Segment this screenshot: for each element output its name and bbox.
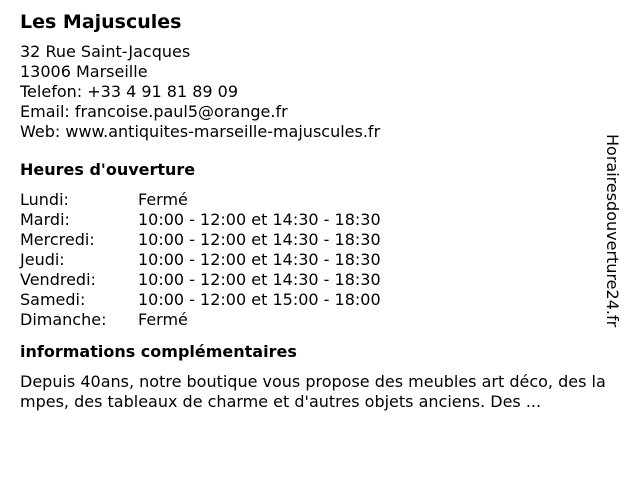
hours-time: 10:00 - 12:00 et 15:00 - 18:00	[138, 290, 381, 309]
hours-row-sunday	[20, 310, 610, 330]
hours-time: 10:00 - 12:00 et 14:30 - 18:30	[138, 270, 381, 289]
hours-row-tuesday	[20, 210, 610, 230]
hours-row-saturday	[20, 290, 610, 310]
hours-time: 10:00 - 12:00 et 14:30 - 18:30	[138, 230, 381, 249]
hours-day: Mardi:	[20, 210, 70, 229]
web-line: Web: www.antiquites-marseille-majuscules.fr	[20, 122, 381, 141]
site-watermark: Horairesdouverture24.fr	[603, 134, 622, 328]
hours-day: Vendredi:	[20, 270, 96, 289]
info-title: informations complémentaires	[20, 342, 297, 361]
hours-time: 10:00 - 12:00 et 14:30 - 18:30	[138, 210, 381, 229]
phone-line: Telefon: +33 4 91 81 89 09	[20, 82, 239, 101]
hours-day: Samedi:	[20, 290, 86, 309]
hours-row-monday	[20, 190, 610, 210]
email-line: Email: francoise.paul5@orange.fr	[20, 102, 288, 121]
hours-row-friday	[20, 270, 610, 290]
hours-row-wednesday	[20, 230, 610, 250]
hours-day: Lundi:	[20, 190, 69, 209]
hours-day: Mercredi:	[20, 230, 95, 249]
hours-table	[20, 190, 610, 330]
hours-title: Heures d'ouverture	[20, 160, 196, 179]
hours-time: 10:00 - 12:00 et 14:30 - 18:30	[138, 250, 381, 269]
hours-day: Jeudi:	[20, 250, 65, 269]
business-card	[20, 10, 610, 412]
info-description: Depuis 40ans, notre boutique vous propose des meubles art déco, des lampes, des tableaux de charme et d'autres objets anciens. Des ...	[20, 372, 606, 411]
address-line2: 13006 Marseille	[20, 62, 148, 81]
hours-time: Fermé	[138, 310, 188, 329]
hours-time: Fermé	[138, 190, 188, 209]
business-name: Les Majuscules	[20, 11, 182, 33]
hours-day: Dimanche:	[20, 310, 107, 329]
hours-row-thursday	[20, 250, 610, 270]
address-line1: 32 Rue Saint-Jacques	[20, 42, 191, 61]
